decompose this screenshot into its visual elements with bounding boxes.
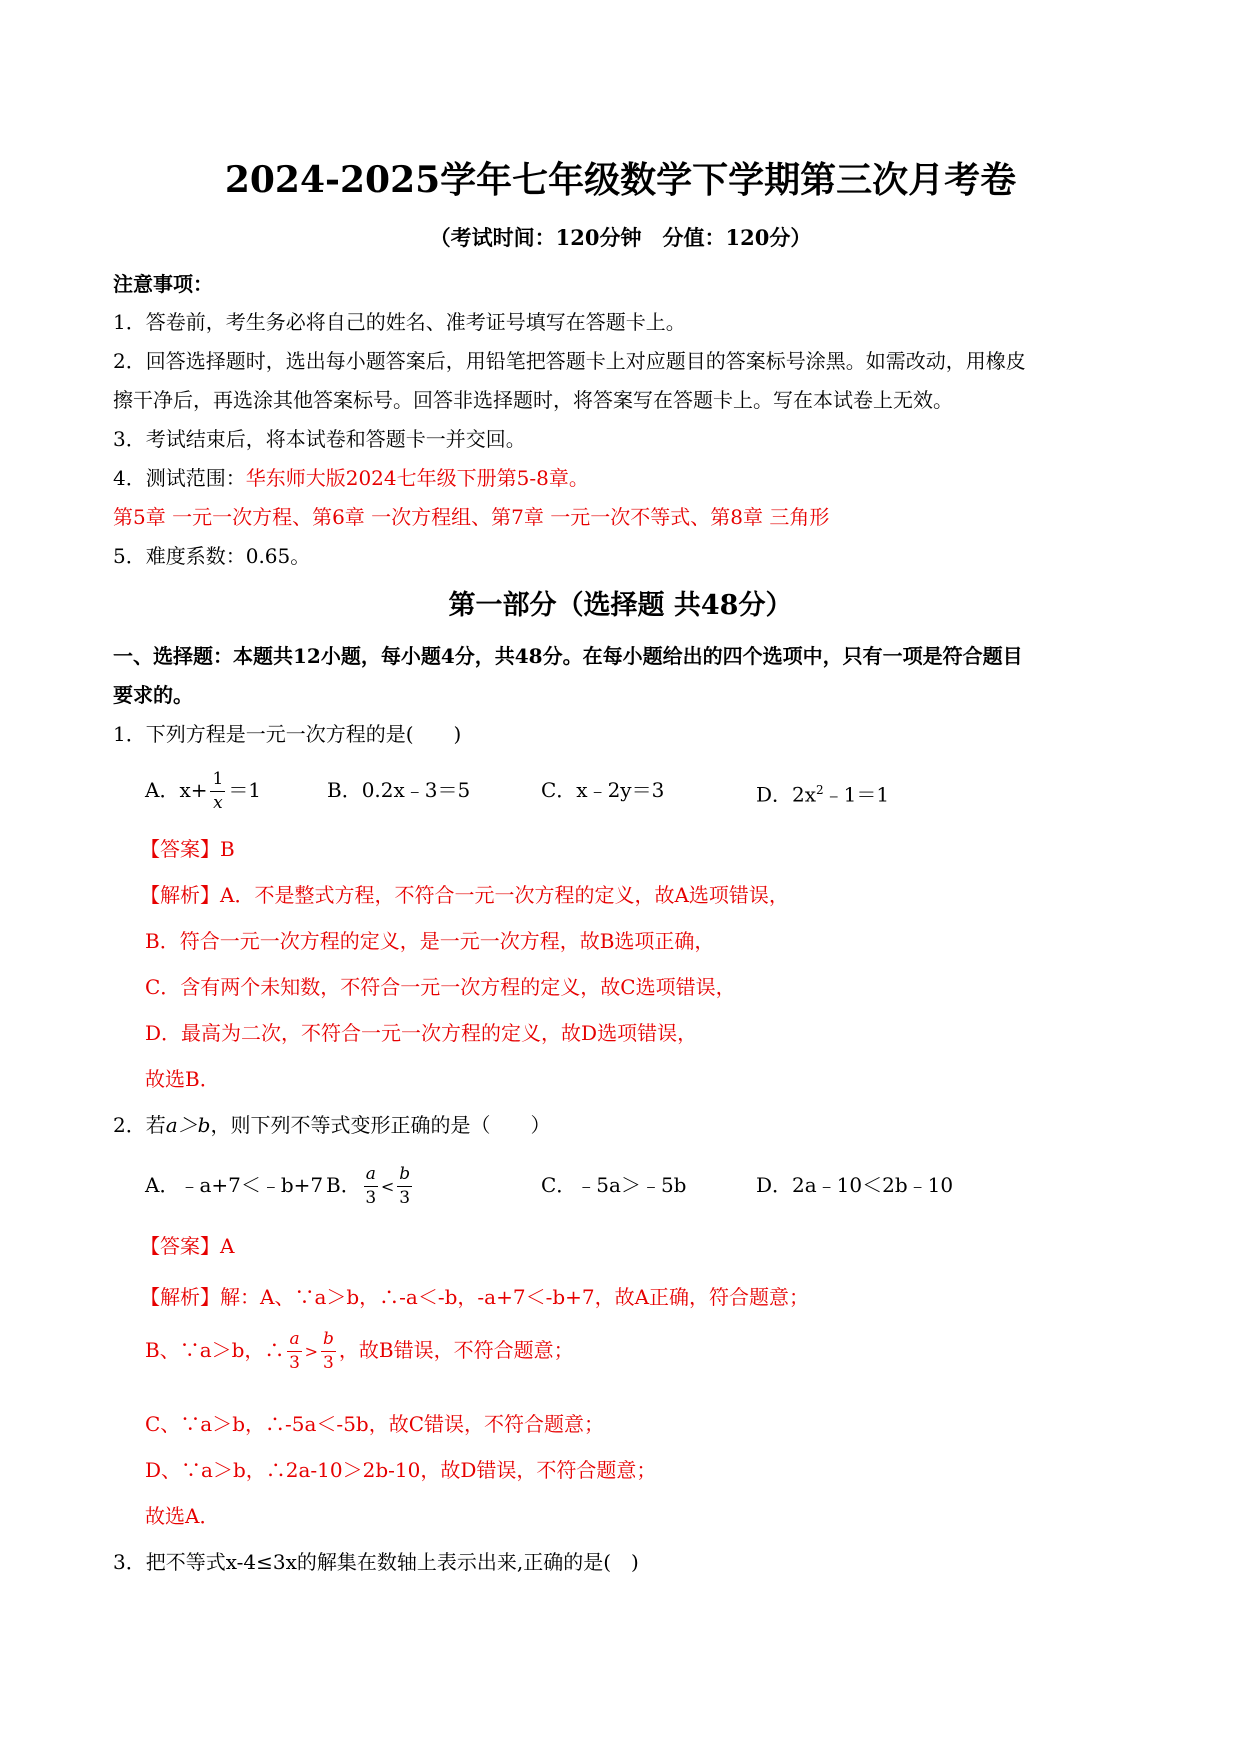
fraction-denominator: 3 bbox=[399, 1188, 411, 1208]
q1-option-a-fraction bbox=[210, 771, 225, 812]
fraction-numerator: a bbox=[287, 1331, 301, 1352]
q1-option-b: B．0.2x﹣3＝5 bbox=[327, 778, 471, 802]
q2-explanation-2-operator: > bbox=[304, 1342, 318, 1361]
q1-option-a-pre: A．x+ bbox=[145, 778, 208, 802]
fraction-denominator: 3 bbox=[365, 1188, 377, 1208]
q1-explanation-1: 【解析】A．不是整式方程，不符合一元一次方程的定义，故A选项错误， bbox=[140, 883, 789, 907]
q2-option-d: D．2a﹣10＜2b﹣10 bbox=[756, 1173, 954, 1197]
q2-stem-post: ，则下列不等式变形正确的是（ ） bbox=[210, 1113, 551, 1137]
note-1: 1．答卷前，考生务必将自己的姓名、准考证号填写在答题卡上。 bbox=[113, 310, 686, 334]
fraction-numerator: b bbox=[397, 1166, 412, 1187]
page-title: 2024-2025学年七年级数学下学期第三次月考卷 bbox=[224, 159, 1017, 201]
fraction-numerator: a bbox=[364, 1166, 378, 1187]
note-4-prefix: 4．测试范围： bbox=[113, 466, 246, 490]
q1-option-c: C．x﹣2y＝3 bbox=[541, 778, 665, 802]
q2-explanation-1: 【解析】解：A、∵a＞b，∴-a＜-b，-a+7＜-b+7，故A正确，符合题意； bbox=[140, 1285, 810, 1309]
q1-option-d-exponent: 2 bbox=[816, 783, 824, 797]
chapter-list: 第5章 一元一次方程、第6章 一次方程组、第7章 一元一次不等式、第8章 三角形 bbox=[113, 505, 830, 529]
fraction-denominator: 3 bbox=[289, 1353, 300, 1373]
q2-option-b-fraction-2 bbox=[397, 1166, 412, 1207]
q3-stem: 3．把不等式x-4≤3x的解集在数轴上表示出来,正确的是( ) bbox=[113, 1550, 639, 1574]
q2-conclusion: 故选A． bbox=[145, 1504, 220, 1528]
q1-explanation-4: D．最高为二次，不符合一元一次方程的定义，故D选项错误， bbox=[145, 1021, 698, 1045]
q2-option-b-operator: < bbox=[380, 1177, 395, 1196]
section-title: 第一部分（选择题 共48分） bbox=[448, 590, 793, 621]
q2-option-a: A．﹣a+7＜﹣b+7 bbox=[145, 1173, 324, 1197]
note-3: 3．考试结束后，将本试卷和答题卡一并交回。 bbox=[113, 427, 526, 451]
q1-explanation-3: C．含有两个未知数，不符合一元一次方程的定义，故C选项错误， bbox=[145, 975, 736, 999]
q1-option-d bbox=[756, 762, 889, 818]
q2-explanation-2-fraction-2 bbox=[321, 1331, 336, 1372]
q2-explanation-2-fraction-1 bbox=[287, 1331, 301, 1372]
fraction-numerator: 1 bbox=[210, 771, 225, 792]
fraction-denominator: 3 bbox=[323, 1353, 334, 1373]
q1-explanation-2: B．符合一元一次方程的定义，是一元一次方程，故B选项正确， bbox=[145, 929, 715, 953]
notes-heading: 注意事项： bbox=[113, 272, 213, 296]
q2-answer: 【答案】A bbox=[140, 1234, 235, 1258]
note-4-scope: 华东师大版2024七年级下册第5-8章。 bbox=[245, 466, 589, 490]
q1-conclusion: 故选B． bbox=[145, 1067, 220, 1091]
page-subtitle: （考试时间：120分钟 分值：120分） bbox=[429, 225, 812, 250]
q2-explanation-4: D、∵a＞b，∴2a-10＞2b-10，故D错误，不符合题意； bbox=[145, 1458, 657, 1482]
note-2b: 擦干净后，再选涂其他答案标号。回答非选择题时，将答案写在答题卡上。写在本试卷上无效。 bbox=[113, 388, 953, 412]
q1-option-d-post: ﹣1＝1 bbox=[823, 782, 890, 807]
q1-answer: 【答案】B bbox=[140, 837, 235, 861]
section-intro-a: 一、选择题：本题共12小题，每小题4分，共48分。在每小题给出的四个选项中，只有一项是符合题目 bbox=[113, 644, 1023, 668]
section-intro-b: 要求的。 bbox=[113, 683, 193, 707]
fraction-numerator: b bbox=[321, 1331, 336, 1352]
q1-option-a bbox=[145, 762, 261, 818]
q1-option-a-post: ＝1 bbox=[228, 778, 262, 802]
q2-stem-condition: a＞b bbox=[165, 1113, 211, 1137]
fraction-denominator: x bbox=[213, 793, 223, 813]
q2-explanation-2-post: ，故B错误，不符合题意； bbox=[338, 1338, 574, 1362]
q1-option-d-pre: D．2x bbox=[756, 782, 817, 807]
note-4 bbox=[113, 462, 589, 491]
note-5: 5．难度系数：0.65。 bbox=[113, 544, 311, 568]
q2-option-b-pre: B． bbox=[326, 1173, 361, 1197]
q2-stem-pre: 2．若 bbox=[113, 1113, 166, 1137]
q2-stem bbox=[113, 1109, 550, 1138]
note-2a: 2．回答选择题时，选出每小题答案后，用铅笔把答题卡上对应题目的答案标号涂黑。如需改动，用橡皮 bbox=[113, 349, 1026, 373]
q2-option-c: C．﹣5a＞﹣5b bbox=[541, 1173, 687, 1197]
q2-option-b bbox=[326, 1157, 415, 1213]
q2-explanation-2 bbox=[145, 1322, 574, 1378]
q1-stem: 1．下列方程是一元一次方程的是( ) bbox=[113, 722, 462, 746]
q2-explanation-3: C、∵a＞b，∴-5a＜-5b，故C错误，不符合题意； bbox=[145, 1412, 605, 1436]
q2-explanation-2-pre: B、∵a＞b，∴ bbox=[145, 1338, 285, 1362]
q2-option-b-fraction-1 bbox=[364, 1166, 378, 1207]
